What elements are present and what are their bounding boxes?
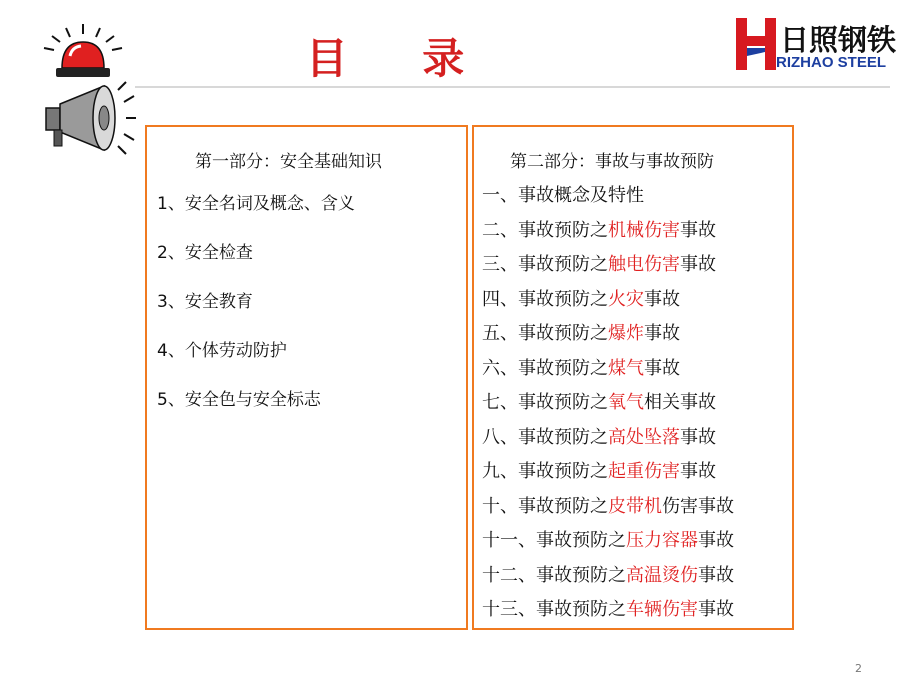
- item-suffix: 事故: [680, 426, 716, 448]
- item-prefix: 十一、事故预防之: [482, 530, 626, 551]
- part-two-heading: 第二部分：事故与事故预防: [510, 152, 714, 172]
- item-suffix: 事故: [644, 288, 680, 310]
- list-item: [482, 423, 734, 458]
- item-prefix: 八、事故预防之: [482, 426, 608, 448]
- item-highlight: 机械伤害: [608, 219, 680, 241]
- item-prefix: 九、事故预防之: [482, 461, 608, 482]
- item-highlight: 车辆伤害: [626, 599, 698, 620]
- item-prefix: 十二、事故预防之: [482, 564, 626, 586]
- item-prefix: 一、事故概念及特性: [482, 185, 644, 206]
- item-suffix: 伤害事故: [662, 495, 734, 517]
- list-item: 2、安全检查: [157, 243, 253, 263]
- list-item: [482, 216, 734, 251]
- list-item: [482, 354, 734, 389]
- item-highlight: 高温烫伤: [626, 564, 698, 586]
- item-suffix: 事故: [680, 254, 716, 275]
- company-logo: [736, 18, 897, 72]
- item-highlight: 爆炸: [608, 323, 644, 344]
- list-item: [482, 181, 734, 216]
- part-two-box: [472, 125, 794, 630]
- list-item: [482, 250, 734, 285]
- item-prefix: 四、事故预防之: [482, 288, 608, 310]
- list-item: [482, 388, 734, 423]
- item-suffix: 相关事故: [644, 392, 716, 413]
- item-prefix: 十三、事故预防之: [482, 599, 626, 620]
- item-prefix: 六、事故预防之: [482, 357, 608, 379]
- item-highlight: 触电伤害: [608, 254, 680, 275]
- item-prefix: 七、事故预防之: [482, 392, 608, 413]
- list-item: [482, 319, 734, 354]
- item-prefix: 三、事故预防之: [482, 254, 608, 275]
- item-suffix: 事故: [644, 357, 680, 379]
- item-highlight: 煤气: [608, 357, 644, 379]
- list-item: [482, 285, 734, 320]
- item-highlight: 压力容器: [626, 530, 698, 551]
- megaphone-icon: [42, 80, 137, 160]
- header-divider: [135, 86, 890, 88]
- part-one-heading: 第一部分：安全基础知识: [195, 152, 382, 172]
- part-one-list: [157, 189, 355, 434]
- item-suffix: 事故: [698, 530, 734, 551]
- logo-chinese-text: 日照钢铁: [780, 23, 897, 57]
- item-prefix: 十、事故预防之: [482, 495, 608, 517]
- logo-english-text: RIZHAO STEEL: [776, 54, 887, 71]
- item-suffix: 事故: [680, 461, 716, 482]
- list-item: [482, 526, 734, 561]
- item-suffix: 事故: [698, 564, 734, 586]
- list-item: 3、安全教育: [157, 292, 253, 312]
- part-one-box: [145, 125, 468, 630]
- list-item: [482, 561, 734, 596]
- part-two-list: [482, 181, 734, 630]
- list-item: [482, 492, 734, 527]
- list-item: [482, 457, 734, 492]
- item-prefix: 五、事故预防之: [482, 323, 608, 344]
- list-item: 5、安全色与安全标志: [157, 390, 321, 410]
- list-item: 4、个体劳动防护: [157, 341, 287, 361]
- item-suffix: 事故: [680, 219, 716, 241]
- siren-icon: [38, 22, 128, 82]
- item-suffix: 事故: [698, 599, 734, 620]
- item-highlight: 火灾: [608, 288, 644, 310]
- page-number: 2: [855, 662, 862, 675]
- list-item: [482, 595, 734, 630]
- logo-h-icon: [736, 18, 776, 70]
- list-item: 1、安全名词及概念、含义: [157, 194, 355, 214]
- item-highlight: 高处坠落: [608, 426, 680, 448]
- page-title: 目 录: [305, 34, 495, 83]
- item-suffix: 事故: [644, 323, 680, 344]
- item-highlight: 皮带机: [608, 495, 662, 517]
- item-highlight: 起重伤害: [608, 461, 680, 482]
- item-highlight: 氧气: [608, 392, 644, 413]
- item-prefix: 二、事故预防之: [482, 219, 608, 241]
